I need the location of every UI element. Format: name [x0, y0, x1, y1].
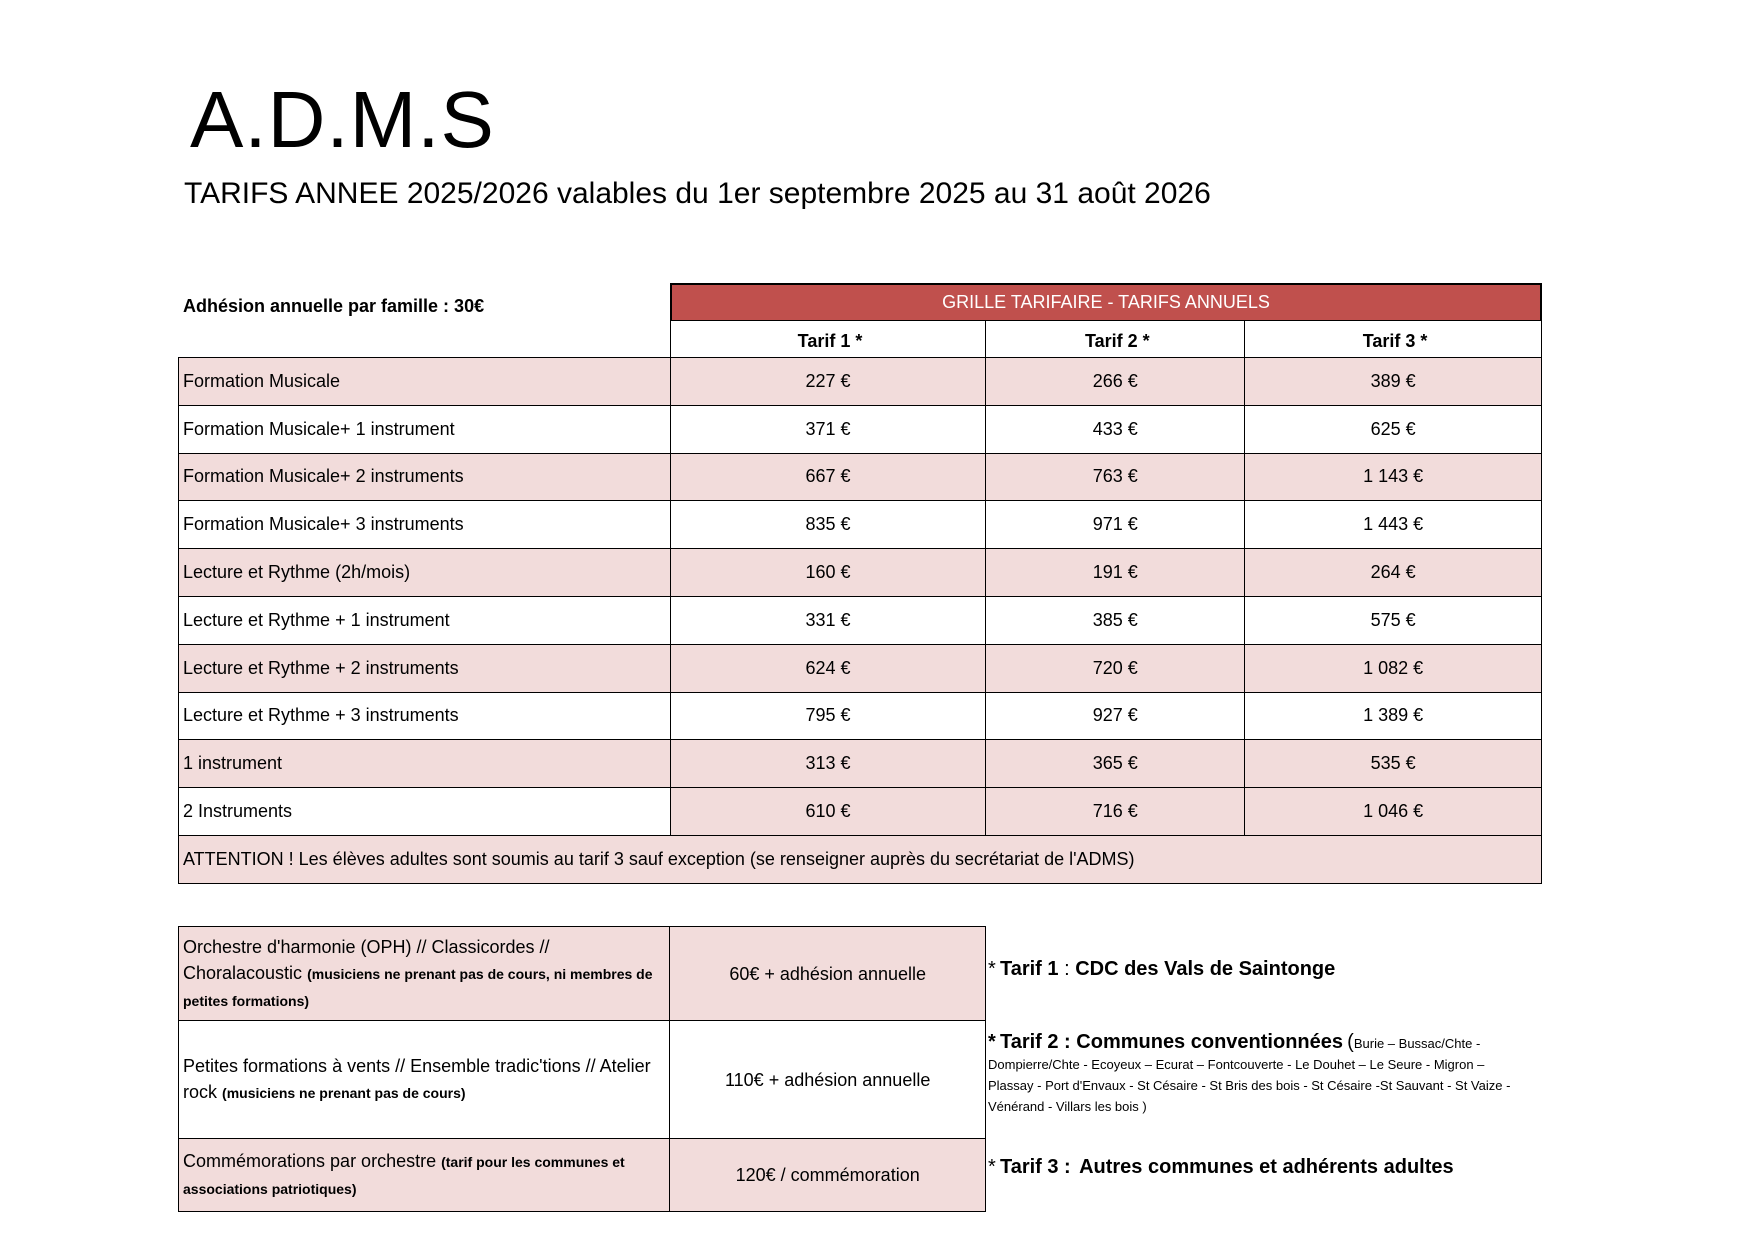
asterisk: *: [988, 958, 996, 980]
tarif-2-value: 191 €: [986, 549, 1245, 597]
tarif-2-value: 365 €: [986, 740, 1245, 788]
tarif-1-separator: :: [1058, 958, 1076, 980]
tarif-3-value: 1 143 €: [1245, 453, 1542, 501]
tarif-2-note: [988, 1032, 1528, 1117]
column-header-tarif-2: Tarif 2 *: [986, 321, 1245, 358]
tarif-1-value: 835 €: [670, 501, 986, 549]
tarif-2-label: Tarif 2 : Communes conventionnées: [999, 1031, 1343, 1053]
tarif-2-value: 927 €: [986, 692, 1245, 740]
tarif-1-value: 331 €: [670, 596, 986, 644]
column-header-tarif-3: Tarif 3 *: [1245, 321, 1542, 358]
tarif-3-value: 535 €: [1245, 740, 1542, 788]
row-label: Lecture et Rythme + 2 instruments: [179, 644, 671, 692]
row-label: Formation Musicale: [179, 358, 671, 406]
tarif-2-value: 763 €: [986, 453, 1245, 501]
tarif-2-value: 385 €: [986, 596, 1245, 644]
tarif-1-value: 610 €: [670, 788, 986, 836]
ensemble-name: Commémorations par orchestre: [183, 1151, 437, 1171]
row-label: Lecture et Rythme + 3 instruments: [179, 692, 671, 740]
ensemble-price: 110€ + adhésion annuelle: [670, 1021, 986, 1139]
open-paren: (: [1347, 1031, 1354, 1053]
ensembles-table: [178, 926, 986, 1212]
table-row: [179, 501, 1542, 549]
asterisk: *: [988, 1031, 996, 1053]
tarif-3-value: 1 443 €: [1245, 501, 1542, 549]
ensemble-note: (tarif pour les communes et associations patriotiques): [183, 1154, 625, 1197]
tarif-1-value: 624 €: [670, 644, 986, 692]
table-row: [179, 453, 1542, 501]
table-row: [179, 596, 1542, 644]
ensemble-note: (musiciens ne prenant pas de cours, ni membres de petites formations): [183, 965, 653, 1009]
attention-text: ATTENTION ! Les élèves adultes sont soumis au tarif 3 sauf exception (se renseigner auprès du secrétariat de l'ADMS): [179, 835, 1542, 883]
tarif-3-value: 389 €: [1245, 358, 1542, 406]
close-paren: ): [1138, 1099, 1147, 1114]
table-row: [179, 405, 1542, 453]
tarif-3-text: Autres communes et adhérents adultes: [1079, 1156, 1454, 1178]
tarif-1-value: 227 €: [670, 358, 986, 406]
row-label: Lecture et Rythme (2h/mois): [179, 549, 671, 597]
adhesion-text: Adhésion annuelle par famille : 30€: [183, 296, 485, 316]
table-row: [179, 927, 986, 1021]
tarif-1-note: [988, 958, 1335, 981]
tarif-1-label: Tarif 1: [999, 958, 1059, 980]
table-row: [179, 644, 1542, 692]
tarif-3-value: 625 €: [1245, 405, 1542, 453]
tarif-3-value: 1 046 €: [1245, 788, 1542, 836]
ensemble-price: 60€ + adhésion annuelle: [670, 927, 986, 1021]
table-row: [179, 1139, 986, 1212]
tarif-1-text: CDC des Vals de Saintonge: [1075, 958, 1336, 980]
table-row: [179, 692, 1542, 740]
tarif-2-value: 716 €: [986, 788, 1245, 836]
tarif-3-label: Tarif 3 :: [999, 1156, 1071, 1178]
tarif-1-value: 160 €: [670, 549, 986, 597]
page-title: A.D.M.S: [190, 75, 495, 164]
tariff-header-row: [179, 321, 1542, 358]
tarif-3-value: 1 389 €: [1245, 692, 1542, 740]
tarif-3-value: 264 €: [1245, 549, 1542, 597]
ensemble-name: Petites formations à vents // Ensemble tradic'tions // Atelier rock: [183, 1056, 651, 1102]
tariff-table: [178, 320, 1542, 884]
row-label: Formation Musicale+ 1 instrument: [179, 405, 671, 453]
tarif-2-value: 720 €: [986, 644, 1245, 692]
row-label: Formation Musicale+ 2 instruments: [179, 453, 671, 501]
tarif-1-value: 667 €: [670, 453, 986, 501]
tarif-1-value: 795 €: [670, 692, 986, 740]
table-row: [179, 740, 1542, 788]
ensemble-name: Orchestre d'harmonie (OPH) // Classicordes // Choralacoustic: [183, 936, 550, 983]
row-label: 2 Instruments: [179, 788, 671, 836]
ensemble-label: [179, 1021, 670, 1139]
row-label: Formation Musicale+ 3 instruments: [179, 501, 671, 549]
table-row: [179, 1021, 986, 1139]
tarif-3-value: 1 082 €: [1245, 644, 1542, 692]
column-header-tarif-1: Tarif 1 *: [670, 321, 986, 358]
row-label: Lecture et Rythme + 1 instrument: [179, 596, 671, 644]
table-row: [179, 788, 1542, 836]
ensemble-note: (musiciens ne prenant pas de cours): [222, 1085, 466, 1101]
row-label: 1 instrument: [179, 740, 671, 788]
header-blank-cell: [179, 321, 671, 358]
tarif-3-note: [988, 1156, 1454, 1179]
grid-header: GRILLE TARIFAIRE - TARIFS ANNUELS: [670, 283, 1542, 320]
tarif-1-value: 313 €: [670, 740, 986, 788]
tarif-2-value: 266 €: [986, 358, 1245, 406]
ensemble-label: [179, 927, 670, 1021]
tarif-2-communes: Burie – Bussac/Chte - Dompierre/Chte - Ecoyeux – Ecurat – Fontcouverte - Le Douhet – Le Seure - Migron – Plassay - Port d'Envaux - St Césaire - St Bris des bois - St Césaire -St Sauvant - St Vaize - Vénérand - Villars les bois: [988, 1036, 1511, 1114]
tarif-2-value: 433 €: [986, 405, 1245, 453]
page-subtitle: TARIFS ANNEE 2025/2026 valables du 1er septembre 2025 au 31 août 2026: [184, 177, 1211, 210]
attention-row: [179, 835, 1542, 883]
tarif-2-value: 971 €: [986, 501, 1245, 549]
table-row: [179, 358, 1542, 406]
ensemble-label: [179, 1139, 670, 1212]
table-row: [179, 549, 1542, 597]
ensemble-price: 120€ / commémoration: [670, 1139, 986, 1212]
tarif-1-value: 371 €: [670, 405, 986, 453]
tarif-3-value: 575 €: [1245, 596, 1542, 644]
asterisk: *: [988, 1156, 996, 1178]
